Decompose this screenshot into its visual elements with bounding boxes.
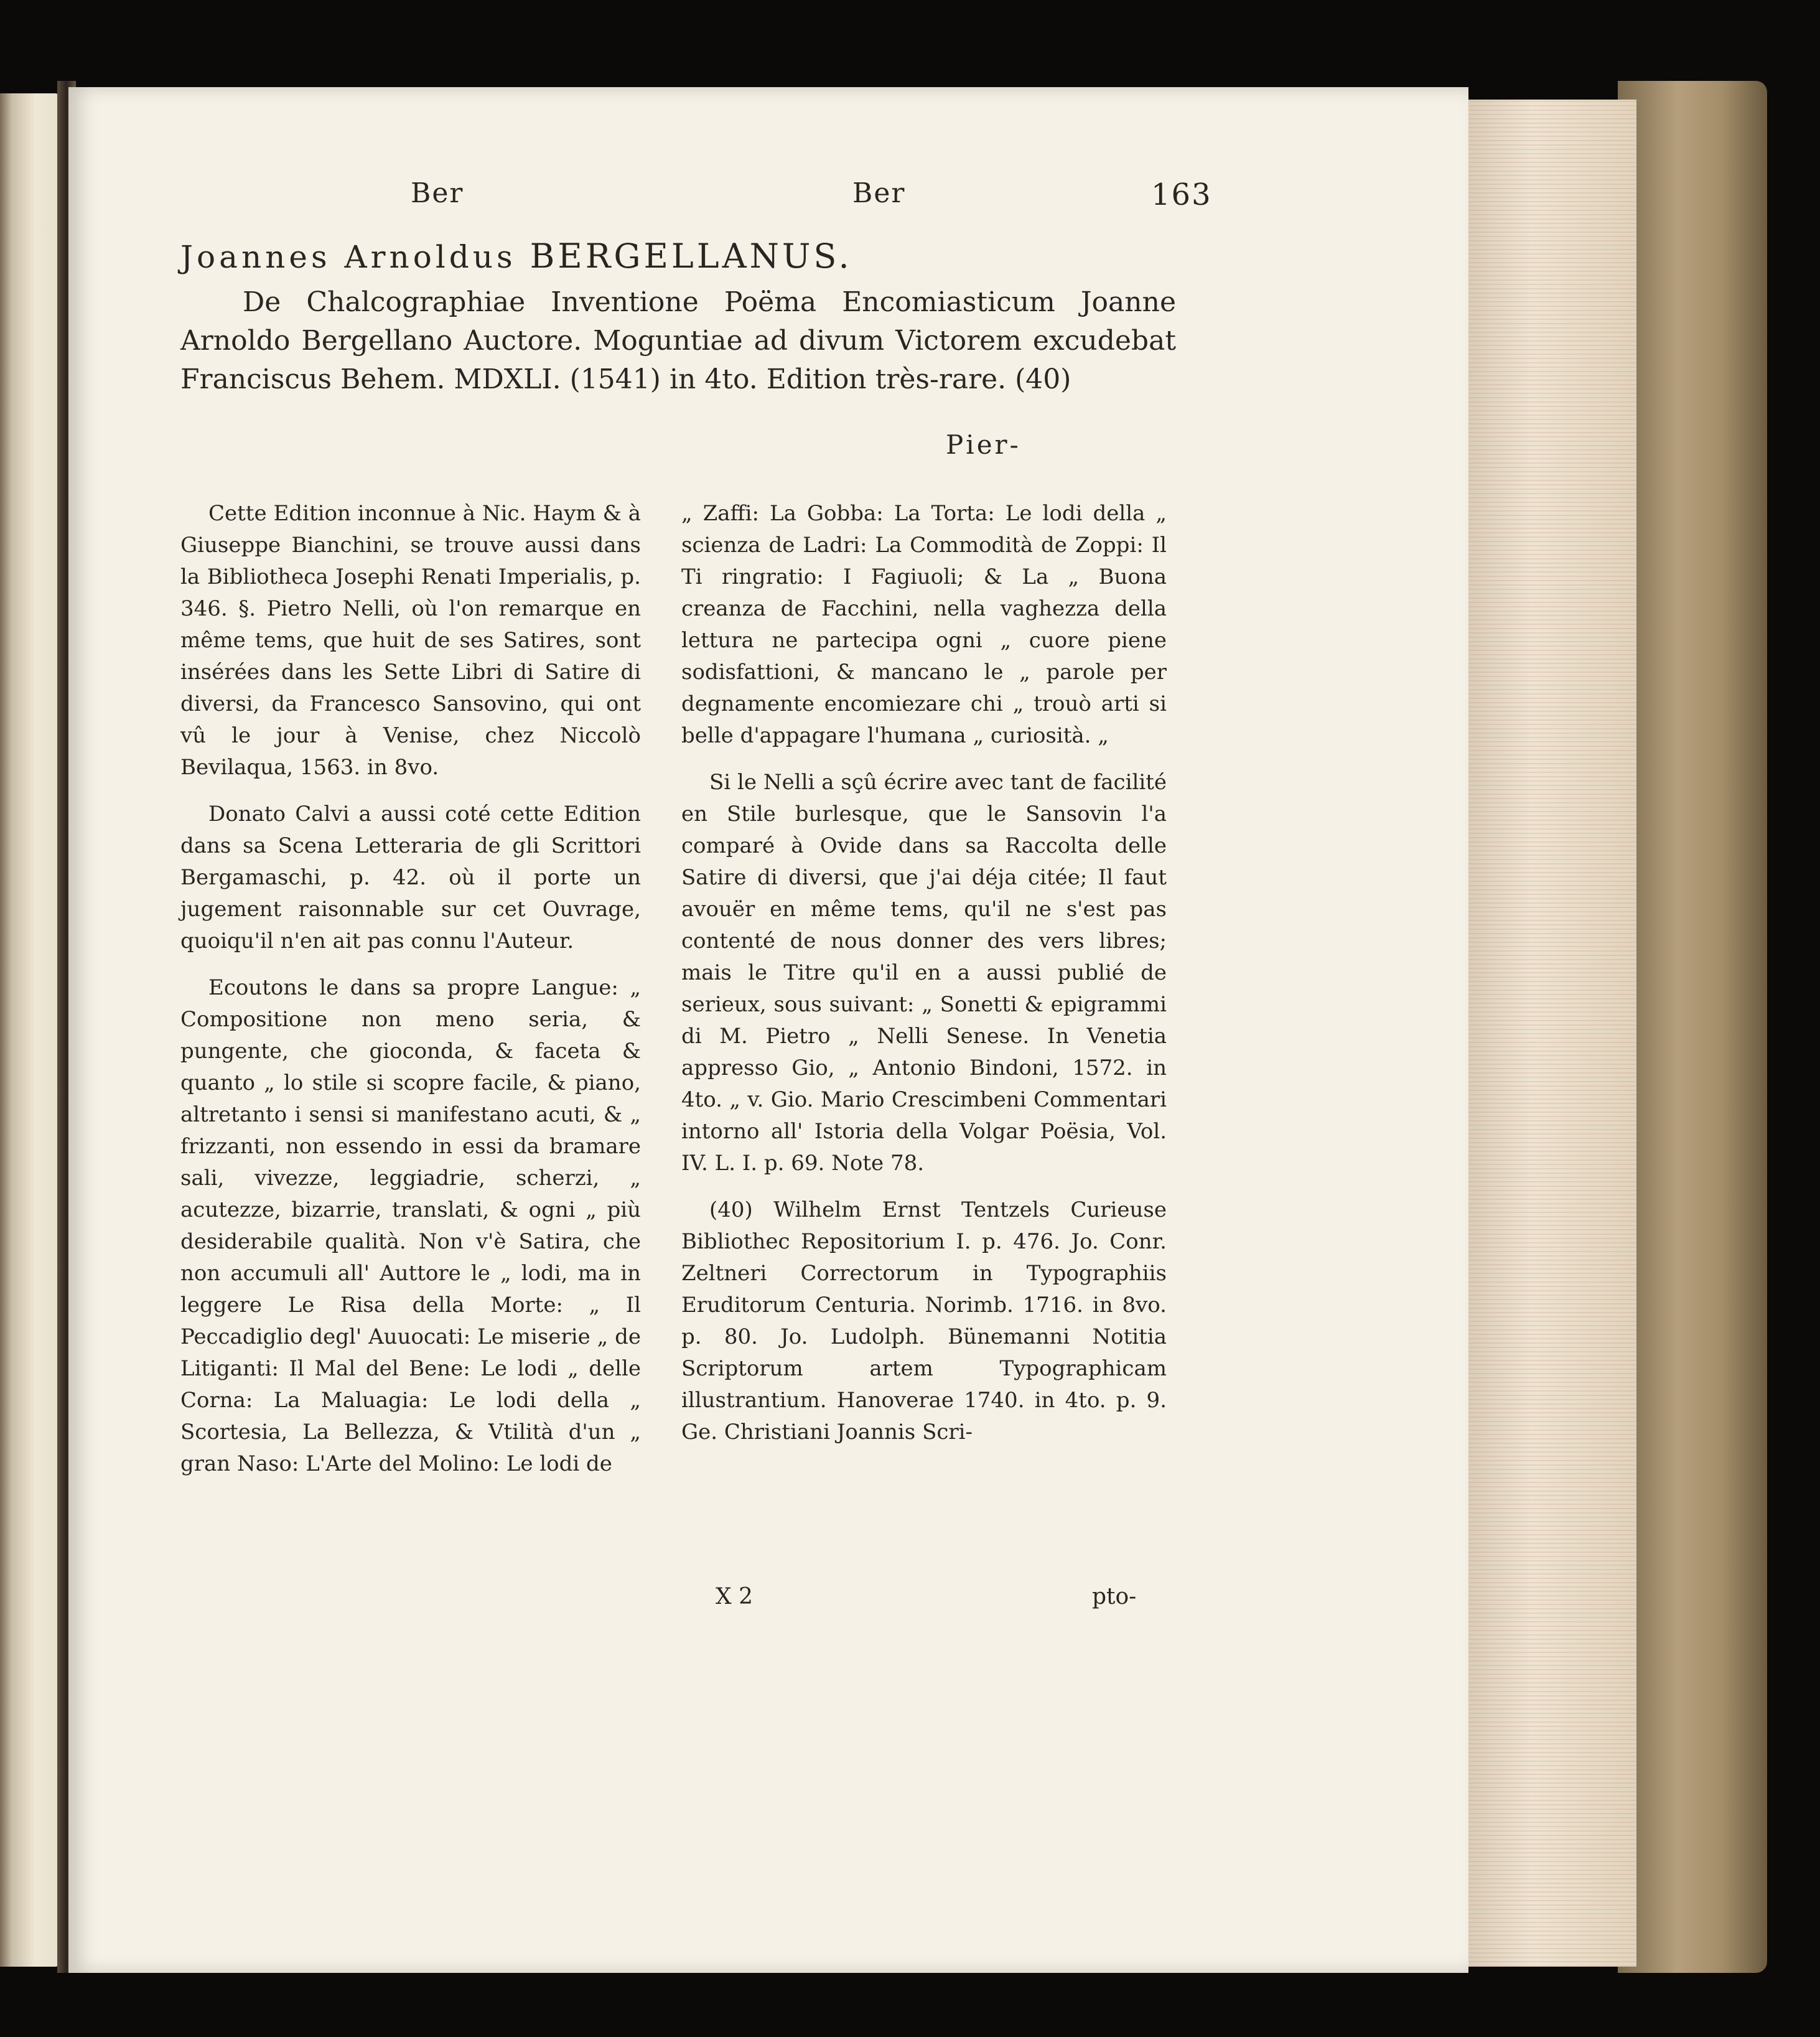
catchword-bottom: pto- (1092, 1584, 1137, 1609)
signature-mark: X 2 (716, 1584, 753, 1609)
catchword-top: Pier- (946, 429, 1021, 460)
running-head (156, 177, 1212, 221)
entry-author-first: Joannes Arnoldus (180, 239, 516, 275)
running-head-left: Ber (411, 177, 464, 209)
running-head-center: Ber (852, 177, 906, 209)
left-column (180, 498, 641, 1495)
paragraph: Donato Calvi a aussi coté cette Edition dans sa Scena Letteraria de gli Scrittori Bergamaschi, p. 42. où il porte un jugement raisonnable sur cet Ouvrage, quoiqu'il n'en ait pas connu l'Auteur. (180, 802, 641, 953)
entry-intro (180, 283, 1176, 399)
paragraph: Si le Nelli a sçû écrire avec tant de facilité en Stile burlesque, que le Sansovin l'a comparé à Ovide dans sa Raccolta delle Satire di diversi, que j'ai déja citée; Il faut avouër en même tems, qu'il ne s'est pas contenté de nous donner des vers libres; mais le Titre qu'il en a aussi publié de serieux, sous suivant: „ Sonetti & epigrammi di M. Pietro „ Nelli Senese. In Venetia appresso Gio, „ Antonio Bindoni, 1572. in 4to. „ v. Gio. Mario Crescimbeni Commentari intorno all' Istoria della Volgar Poësia, Vol. IV. L. I. p. 69. Note 78. (681, 770, 1167, 1176)
page-block-edge (1462, 100, 1636, 1967)
paragraph: Ecoutons le dans sa propre Langue: „ Compositione non meno seria, & pungente, che gioconda, & faceta & quanto „ lo stile si scopre facile, & piano, altretanto i sensi si manifestano acuti, & „ frizzanti, non essendo in essi da bramare sali, vivezze, leggiadrie, scherzi, „ acutezze, bizarrie, translati, & ogni „ più desiderabile qualità. Non v'è Satira, che non accumuli all' Auttore le „ lodi, ma in leggere Le Risa della Morte: „ Il Peccadiglio degl' Auuocati: Le miserie „ de Litiganti: Il Mal del Bene: Le lodi „ delle Corna: La Maluagia: Le lodi della „ Scortesia, La Bellezza, & Vtilità d'un „ gran Naso: L'Arte del Molino: Le lodi de (180, 975, 641, 1476)
entry-author-last: BERGELLANUS. (530, 236, 852, 276)
book-cover-edge (1618, 81, 1767, 1973)
paragraph: Cette Edition inconnue à Nic. Haym & à Giuseppe Bianchini, se trouve aussi dans la Bibliotheca Josephi Renati Imperialis, p. 346. §. Pietro Nelli, où l'on remarque en même tems, que huit de ses Satires, sont insérées dans les Sette Libri di Satire di diversi, da Francesco Sansovino, qui ont vû le jour à Venise, chez Niccolò Bevilaqua, 1563. in 8vo. (180, 501, 641, 780)
paragraph: „ Zaffi: La Gobba: La Torta: Le lodi della „ scienza de Ladri: La Commodità de Zoppi: Il Ti ringratio: I Fagiuoli; & La „ Buona creanza de Facchini, nella vaghezza della lettura ne partecipa ogni „ cuore piene sodisfattioni, & mancano le „ parole per degnamente encomiezare chi „ trouò arti si belle d'appagare l'humana „ curiosità. „ (681, 501, 1167, 748)
entry-title (180, 236, 1176, 276)
footnote: (40) Wilhelm Ernst Tentzels Curieuse Bibliothec Repositorium I. p. 476. Jo. Conr. Zeltneri Correctorum in Typographiis Eruditorum Centuria. Norimb. 1716. in 8vo. p. 80. Jo. Ludolph. Bünemanni Notitia Scriptorum artem Typographicam illustrantium. Hanoverae 1740. in 4to. p. 9. Ge. Christiani Joannis Scri- (681, 1197, 1167, 1445)
entry-intro-text: De Chalcographiae Inventione Poëma Encomiasticum Joanne Arnoldo Bergellano Auctore. Moguntiae ad divum Victorem excudebat Franciscus Behem. MDXLI. (1541) in 4to. Edition très-rare. (40) (180, 286, 1176, 395)
right-column (681, 498, 1167, 1463)
page-number: 163 (1151, 177, 1212, 212)
left-page-edge (0, 93, 59, 1967)
